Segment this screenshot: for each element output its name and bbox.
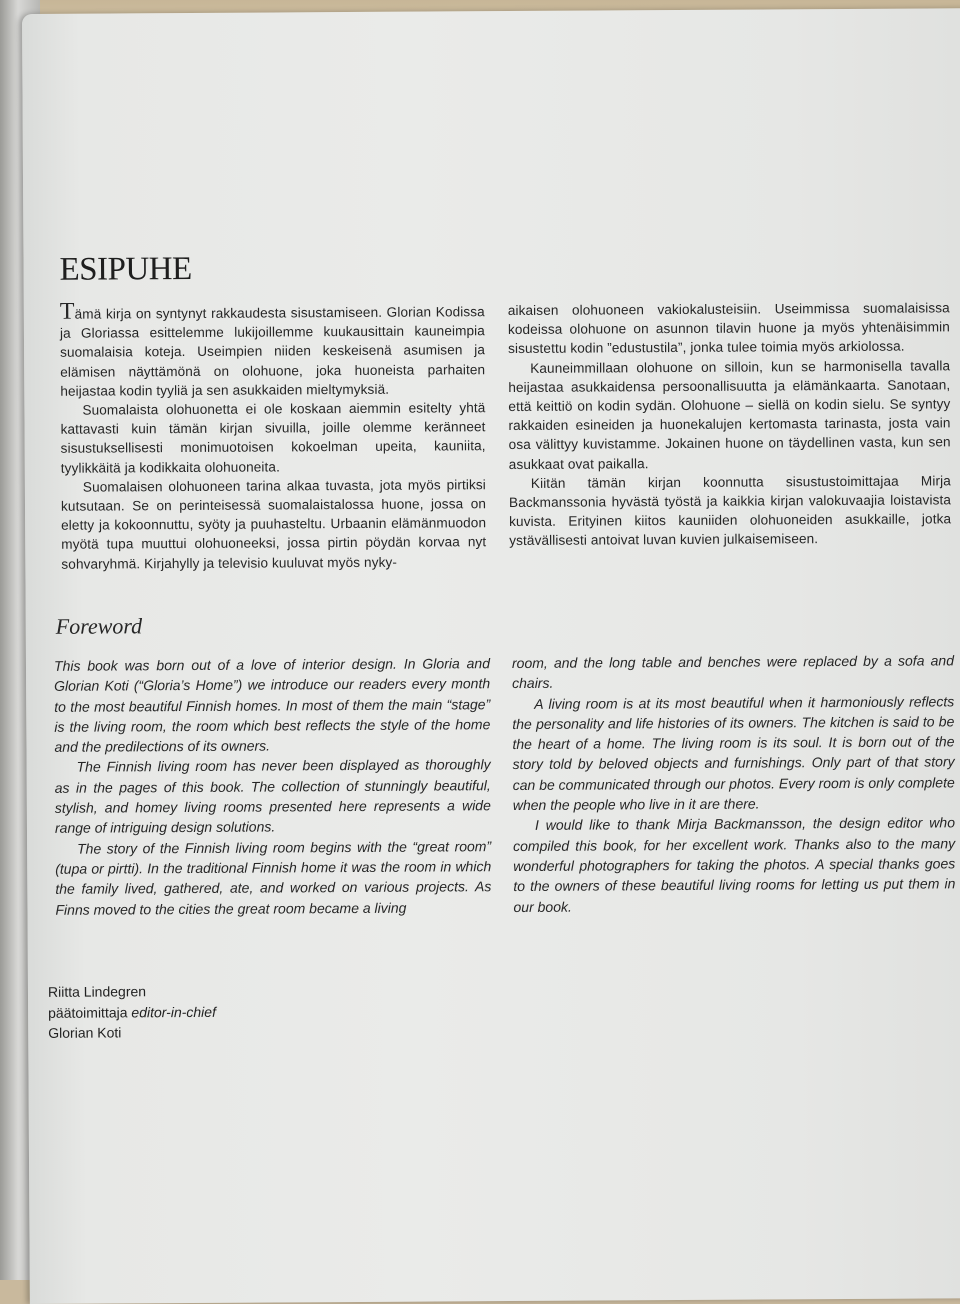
finnish-column-2	[508, 298, 952, 550]
signature-role: päätoimittaja editor-in-chief	[48, 1003, 216, 1021]
paragraph: Tämä kirja on syntynyt rakkaudesta sisustamiseen. Glorian Kodissa ja Gloriassa esittelemme lukijoillemme kuukausittain kauneimpia suomalaisia koteja. Useimpien niiden keskeisenä asumisen ja elämisen näyttämönä on olohuone, joka huoneista parhaiten heijastaa kodin tyyliä ja sen asukkaiden mieltymyksiä.	[59, 298, 486, 399]
foreword-heading: Foreword	[55, 613, 143, 639]
paragraph: I would like to thank Mirja Backmansson, the design editor who compiled this book, for her excellent work. Thanks also to the many wonderful photographers for taking the photos. A special thanks goes to the owners of these beautiful living rooms for letting us put them in our book.	[513, 814, 956, 915]
signature-block	[48, 981, 216, 1044]
signature-publication: Glorian Koti	[48, 1024, 122, 1041]
paragraph: aikaisen olohuoneen vakiokalusteisiin. Useimmissa suomalaisissa kodeissa olohuone on asunnon tilavin huone ja myös yhtenäisimmin sisustettu kodin ”edustustila”, jonka tulee toimia myös arkiolossa.	[507, 300, 950, 357]
page-title: ESIPUHE	[59, 250, 192, 288]
paragraph: Kauneimmillaan olohuone on silloin, kun se harmonisella tavalla heijastaa asukkaidensa persoonallisuutta ja elämänkaarta. Sanotaan, että keittiö on kodin sydän. Olohuone – siellä on kodin sielu. Se syntyy rakkaiden esineiden ja huonekalujen kertomasta tarinasta, josta vain osa välittyy kuvistamme. Jokainen huone on täydellinen vasta, kun sen asukkaat ovat paikalla.	[508, 357, 951, 472]
paragraph: The story of the Finnish living room begins with the “great room” (tupa or pirtti). In the traditional Finnish home it was the room in which the family lived, gathered, ate, and worked on various projects. As Finns moved to the cities the great room became a living	[55, 837, 492, 918]
paragraph: This book was born out of a love of interior design. In Gloria and Glorian Koti (“Gloria’s Home”) we introduce our readers every month to the most beautiful Finnish homes. In most of them the main “stage” is the living room, the room which best reflects the style of the home and the predilections of its owners.	[53, 655, 491, 756]
drop-cap: T	[59, 298, 75, 325]
book-page	[22, 8, 960, 1304]
english-column-2	[512, 650, 956, 917]
finnish-column-1	[59, 298, 487, 573]
paragraph: Suomalaisen olohuoneen tarina alkaa tuvasta, jota myös pirtiksi kutsutaan. Se on perinteisessä suomalaistalossa huone, jossa on eletty ja kokoonnuttu, syöty ja puuhasteltu. Urbaanin elämänmuodon myötä tupa muuttui olohuoneeksi, jossa pirtin pöydän korvaa nyt sohvaryhmä. Kirjahylly ja televisio kuuluvat myös nyky-	[60, 477, 487, 572]
signature-name: Riitta Lindegren	[47, 983, 147, 1000]
paragraph: A living room is at its most beautiful when it harmoniously reflects the personality and life histories of its owners. The kitchen is said to be the heart of a home. The living room is its soul. It is born out of the story told by beloved objects and furnishings. Only part of that story can be communicated through our photos. Every room is only complete when the people who live in it are there.	[512, 692, 955, 814]
paragraph: Suomalaista olohuonetta ei ole koskaan aiemmin esitelty yhtä kattavasti kuin tämän kirjan sivuilla, joille olemme keränneet sisustuksellisesti monimuotoisen kokoelman upeita, kauniita, tyylikkäitä ja kodikkaita olohuoneita.	[60, 400, 486, 476]
paragraph: Kiitän tämän kirjan koonnutta sisustustoimittajaa Mirja Backmanssonia hyvästä työstä ja kaikkia kirjan valokuvaajia loistavista kuvista. Erityinen kiitos kauniiden olohuoneiden asukkaille, jotka ystävällisesti antoivat luvan kuvien julkaisemiseen.	[508, 473, 952, 549]
paragraph: The Finnish living room has never been displayed as thoroughly as in the pages of this book. The collection of stunningly beautiful, stylish, and homey living rooms presented here represents a wide range of intriguing design solutions.	[54, 756, 491, 837]
paragraph: room, and the long table and benches were replaced by a sofa and chairs.	[511, 652, 955, 692]
english-column-1	[54, 653, 492, 920]
